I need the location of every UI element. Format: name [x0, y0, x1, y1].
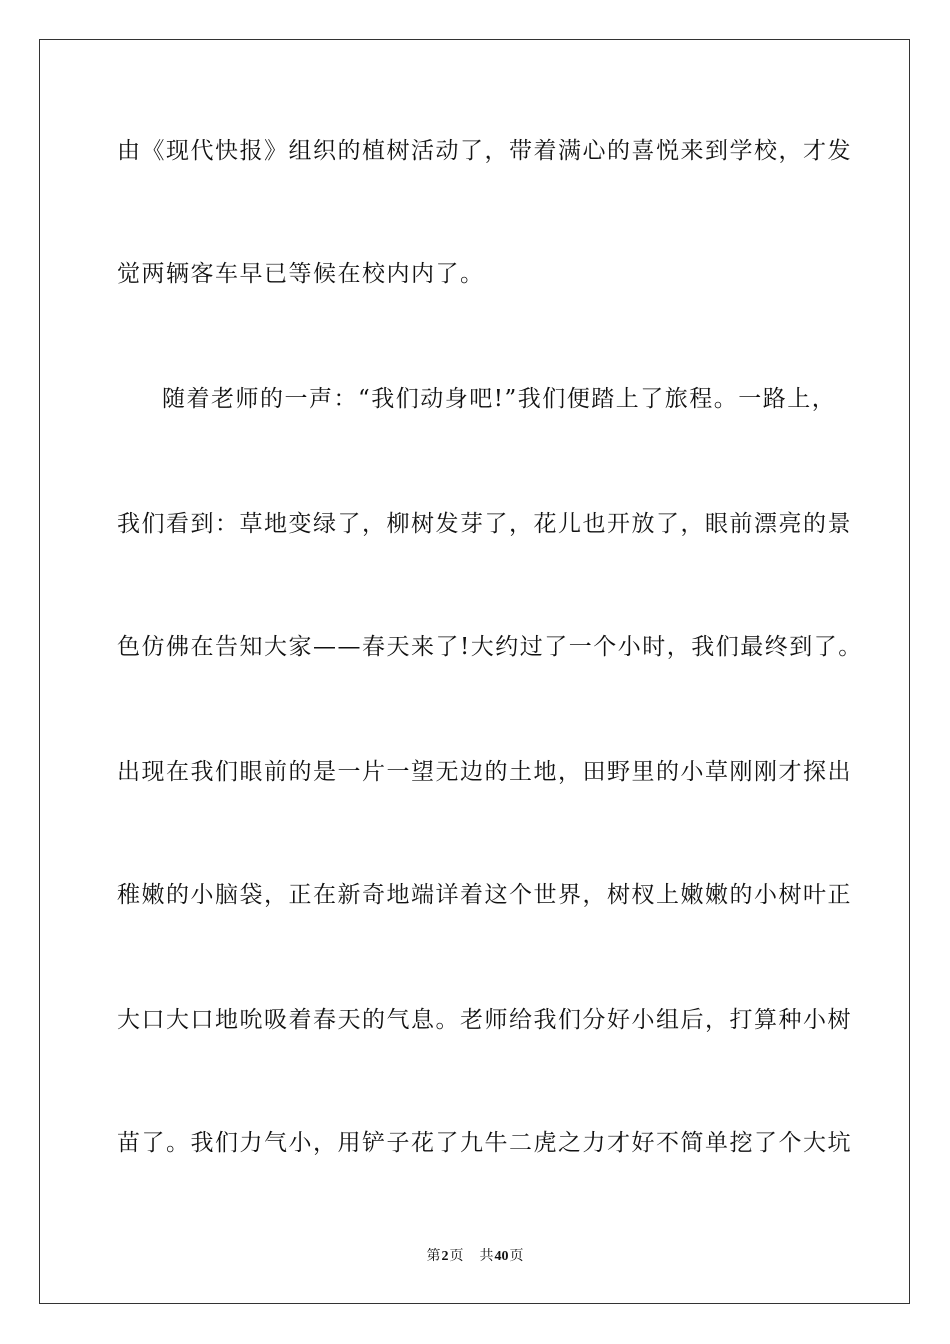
- paragraph-line-8: 大口大口地吮吸着春天的气息。老师给我们分好小组后，打算种小树: [117, 1007, 852, 1033]
- paragraph-line-3: 随着老师的一声：“我们动身吧!”我们便踏上了旅程。一路上，: [162, 386, 837, 412]
- footer-page-suffix: 页: [449, 1249, 464, 1264]
- page-border: [39, 39, 910, 1304]
- page-footer: [0, 1248, 950, 1266]
- paragraph-line-1: 由《现代快报》组织的植树活动了，带着满心的喜悦来到学校，才发: [117, 138, 852, 164]
- footer-total-pages: 40: [494, 1249, 509, 1264]
- paragraph-line-5: 色仿佛在告知大家——春天来了!大约过了一个小时，我们最终到了。: [117, 634, 863, 660]
- footer-total-prefix: 共: [479, 1249, 494, 1264]
- footer-page-number: 2: [441, 1249, 449, 1264]
- footer-total-suffix: 页: [509, 1249, 524, 1264]
- paragraph-line-9: 苗了。我们力气小，用铲子花了九牛二虎之力才好不简单挖了个大坑: [117, 1130, 852, 1156]
- footer-page-prefix: 第: [426, 1249, 441, 1264]
- paragraph-line-4: 我们看到：草地变绿了，柳树发芽了，花儿也开放了，眼前漂亮的景: [117, 511, 852, 537]
- paragraph-line-7: 稚嫩的小脑袋，正在新奇地端详着这个世界，树杈上嫩嫩的小树叶正: [117, 882, 852, 908]
- paragraph-line-6: 出现在我们眼前的是一片一望无边的土地，田野里的小草刚刚才探出: [117, 759, 852, 785]
- paragraph-line-2: 觉两辆客车早已等候在校内内了。: [117, 261, 485, 287]
